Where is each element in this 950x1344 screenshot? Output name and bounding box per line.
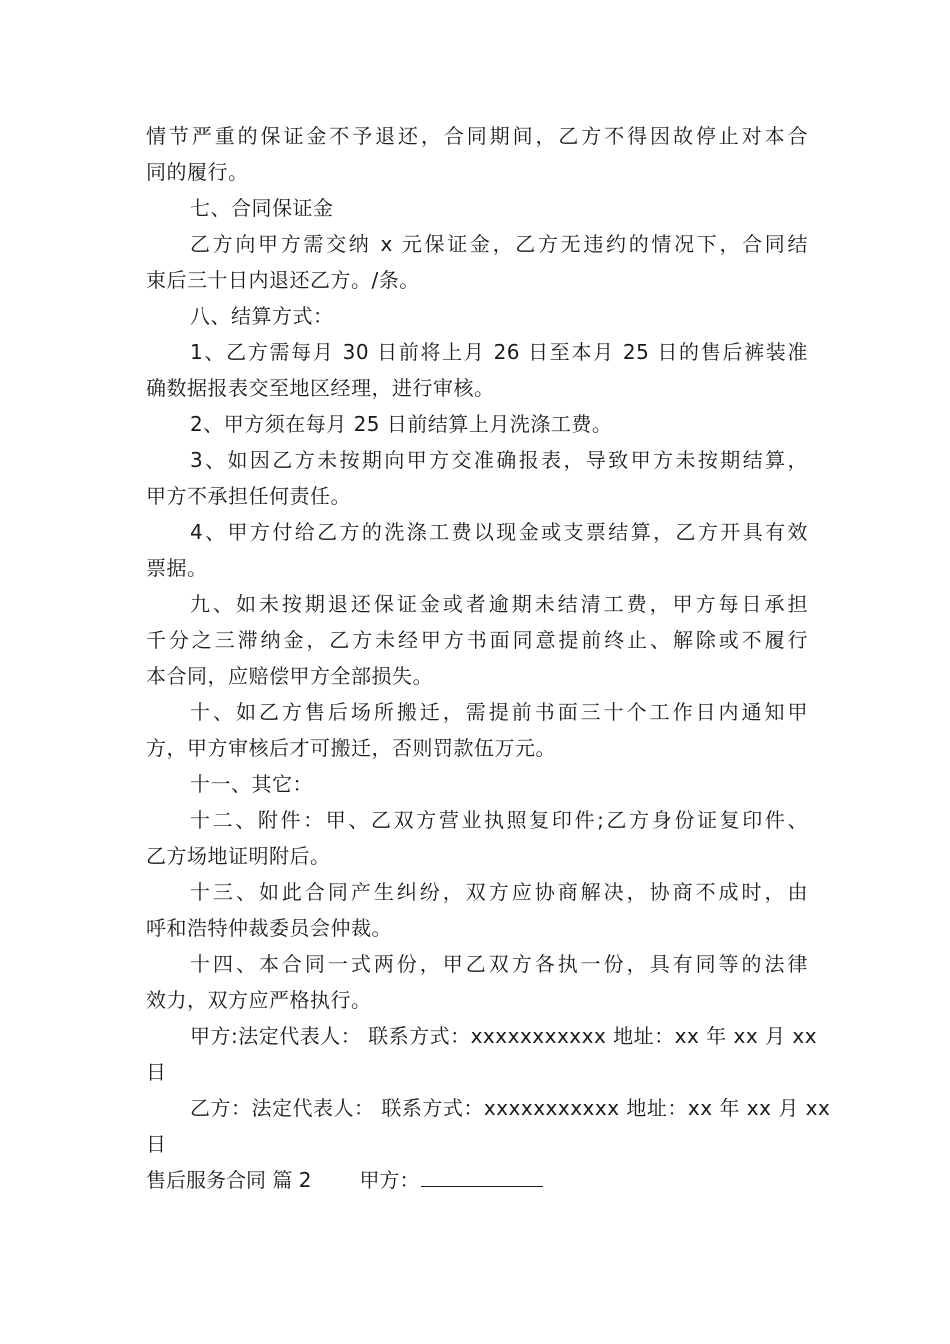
contract-text-line: 方，甲方审核后才可搬迁，否则罚款伍万元。 xyxy=(146,736,556,760)
contract-text-line: 3、如因乙方未按期向甲方交准确报表，导致甲方未按期结算， xyxy=(190,448,808,472)
contract-text-line: 八、结算方式： xyxy=(190,304,334,328)
contract-text-line: 2、甲方须在每月 25 日前结算上月洗涤工费。 xyxy=(190,412,613,436)
contract-text-line: 日 xyxy=(146,1060,167,1084)
contract-text-line: 十、如乙方售后场所搬迁，需提前书面三十个工作日内通知甲 xyxy=(190,700,808,724)
contract-text-line: 束后三十日内退还乙方。/条。 xyxy=(146,268,420,292)
contract-text-line: 1、乙方需每月 30 日前将上月 26 日至本月 25 日的售后裤装准 xyxy=(190,340,808,364)
contract-text-line: 4、甲方付给乙方的洗涤工费以现金或支票结算，乙方开具有效 xyxy=(190,520,808,544)
party-a-label: 甲方： xyxy=(359,1168,420,1192)
contract-text-line: 情节严重的保证金不予退还，合同期间，乙方不得因故停止对本合 xyxy=(146,124,808,148)
contract-text-line: 十三、如此合同产生纠纷，双方应协商解决，协商不成时，由 xyxy=(190,880,808,904)
contract-text-line: 十四、本合同一式两份，甲乙双方各执一份，具有同等的法律 xyxy=(190,952,808,976)
contract-text-line: 九、如未按期退还保证金或者逾期未结清工费，甲方每日承担 xyxy=(190,592,808,616)
contract-title: 售后服务合同 篇 2 xyxy=(146,1168,312,1192)
contract-text-line: 效力，双方应严格执行。 xyxy=(146,988,372,1012)
contract-text-line: 乙方向甲方需交纳 x 元保证金，乙方无违约的情况下，合同结 xyxy=(190,232,808,256)
contract-text-line: 乙方场地证明附后。 xyxy=(146,844,331,868)
contract-text-line: 千分之三滞纳金，乙方未经甲方书面同意提前终止、解除或不履行 xyxy=(146,628,808,652)
contract-text-line: 呼和浩特仲裁委员会仲裁。 xyxy=(146,916,392,940)
contract-text-line: 确数据报表交至地区经理，进行审核。 xyxy=(146,376,495,400)
contract-text-line: 十一、其它： xyxy=(190,772,313,796)
contract-text-line: 七、合同保证金 xyxy=(190,196,334,220)
contract-text-line: 同的履行。 xyxy=(146,160,249,184)
contract-text-line: 甲方:法定代表人： 联系方式：xxxxxxxxxxx 地址：xx 年 xx 月 xx xyxy=(190,1024,818,1048)
contract-text-line: 日 xyxy=(146,1132,167,1156)
next-contract-heading xyxy=(146,1162,808,1198)
contract-text-line: 票据。 xyxy=(146,556,208,580)
party-a-blank-field xyxy=(421,1164,543,1187)
contract-text-line: 甲方不承担任何责任。 xyxy=(146,484,351,508)
contract-body xyxy=(146,118,831,1198)
contract-text-line: 十二、附件：甲、乙双方营业执照复印件;乙方身份证复印件、 xyxy=(190,808,808,832)
contract-text-line: 乙方：法定代表人： 联系方式：xxxxxxxxxxx 地址：xx 年 xx 月 xx xyxy=(190,1096,831,1120)
contract-text-line: 本合同，应赔偿甲方全部损失。 xyxy=(146,664,433,688)
